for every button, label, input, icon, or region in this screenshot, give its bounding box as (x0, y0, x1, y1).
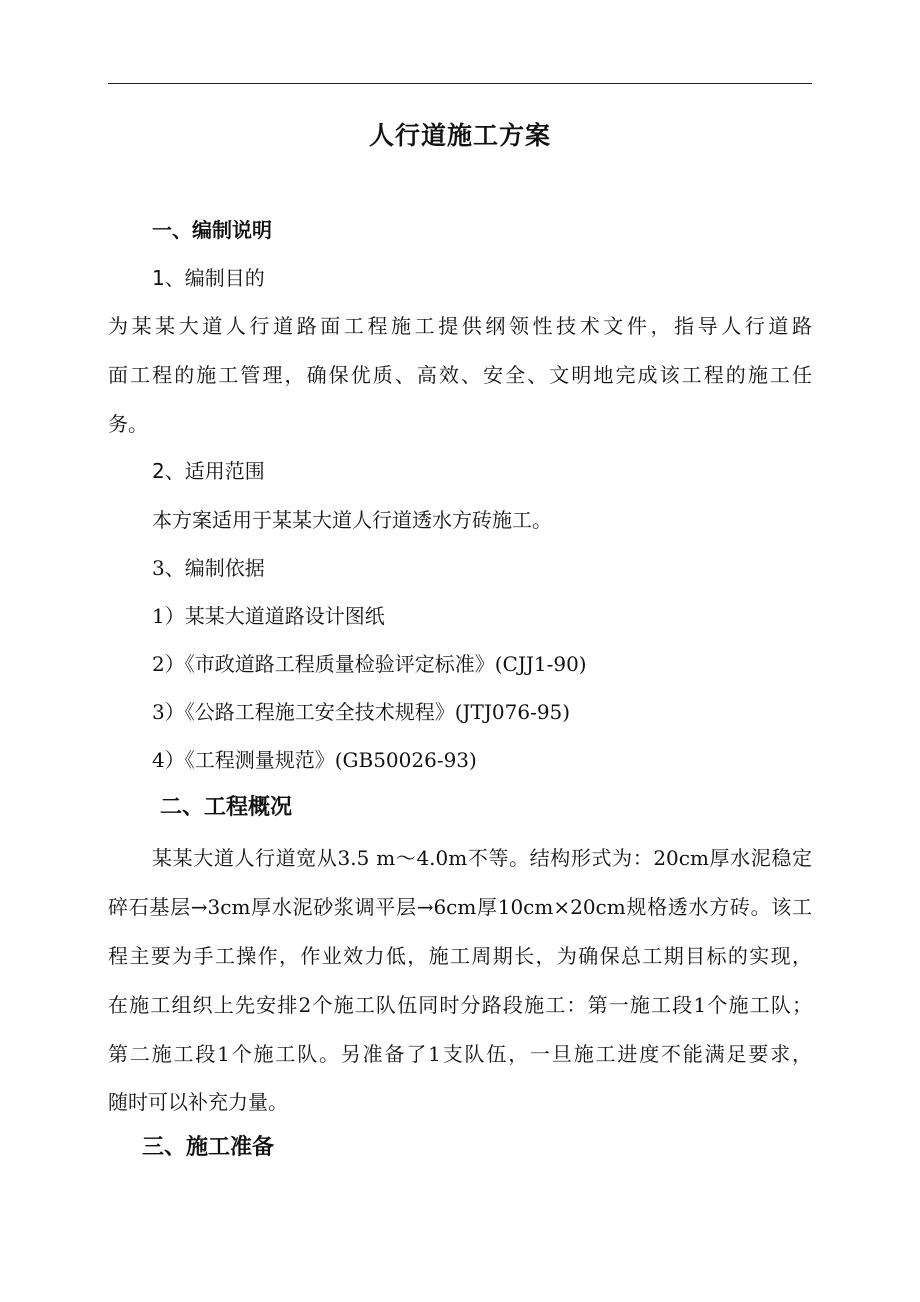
reference-1: 1）某某大道道路设计图纸 (152, 604, 385, 628)
header-rule (108, 83, 812, 84)
reference-3: 3）《公路工程施工安全技术规程》(JTJ076-95) (152, 700, 571, 724)
item3-heading: 3、编制依据 (152, 556, 265, 580)
document-title: 人行道施工方案 (368, 121, 551, 150)
reference-4: 4）《工程测量规范》(GB50026-93) (152, 748, 477, 772)
item1-line-1: 为某某大道人行道路面工程施工提供纲领性技术文件，指导人行道路 (108, 314, 812, 338)
overview-line-4: 在施工组织上先安排2个施工队伍同时分路段施工：第一施工段1个施工队； (108, 993, 812, 1017)
item2-heading: 2、适用范围 (152, 459, 265, 483)
overview-line-3: 程主要为手工操作，作业效力低，施工周期长，为确保总工期目标的实现， (108, 944, 812, 968)
overview-line-1: 某某大道人行道宽从3.5 m～4.0m不等。结构形式为：20cm厚水泥稳定 (152, 846, 812, 870)
item1-line-3: 务。 (108, 412, 148, 436)
section3-heading: 三、施工准备 (142, 1135, 275, 1160)
section1-heading: 一、编制说明 (152, 218, 272, 242)
overview-line-5: 第二施工段1个施工队。另准备了1支队伍，一旦施工进度不能满足要求， (108, 1042, 812, 1066)
item2-text: 本方案适用于某某大道人行道透水方砖施工。 (152, 508, 552, 532)
item1-line-2: 面工程的施工管理，确保优质、高效、安全、文明地完成该工程的施工任 (108, 363, 812, 387)
section2-heading: 二、工程概况 (160, 795, 293, 820)
item1-heading: 1、编制目的 (152, 266, 265, 290)
reference-2: 2）《市政道路工程质量检验评定标准》(CJJ1-90) (152, 652, 587, 676)
overview-line-2: 碎石基层→3cm厚水泥砂浆调平层→6cm厚10cm×20cm规格透水方砖。该工 (108, 895, 812, 919)
overview-line-6: 随时可以补充力量。 (108, 1090, 288, 1114)
